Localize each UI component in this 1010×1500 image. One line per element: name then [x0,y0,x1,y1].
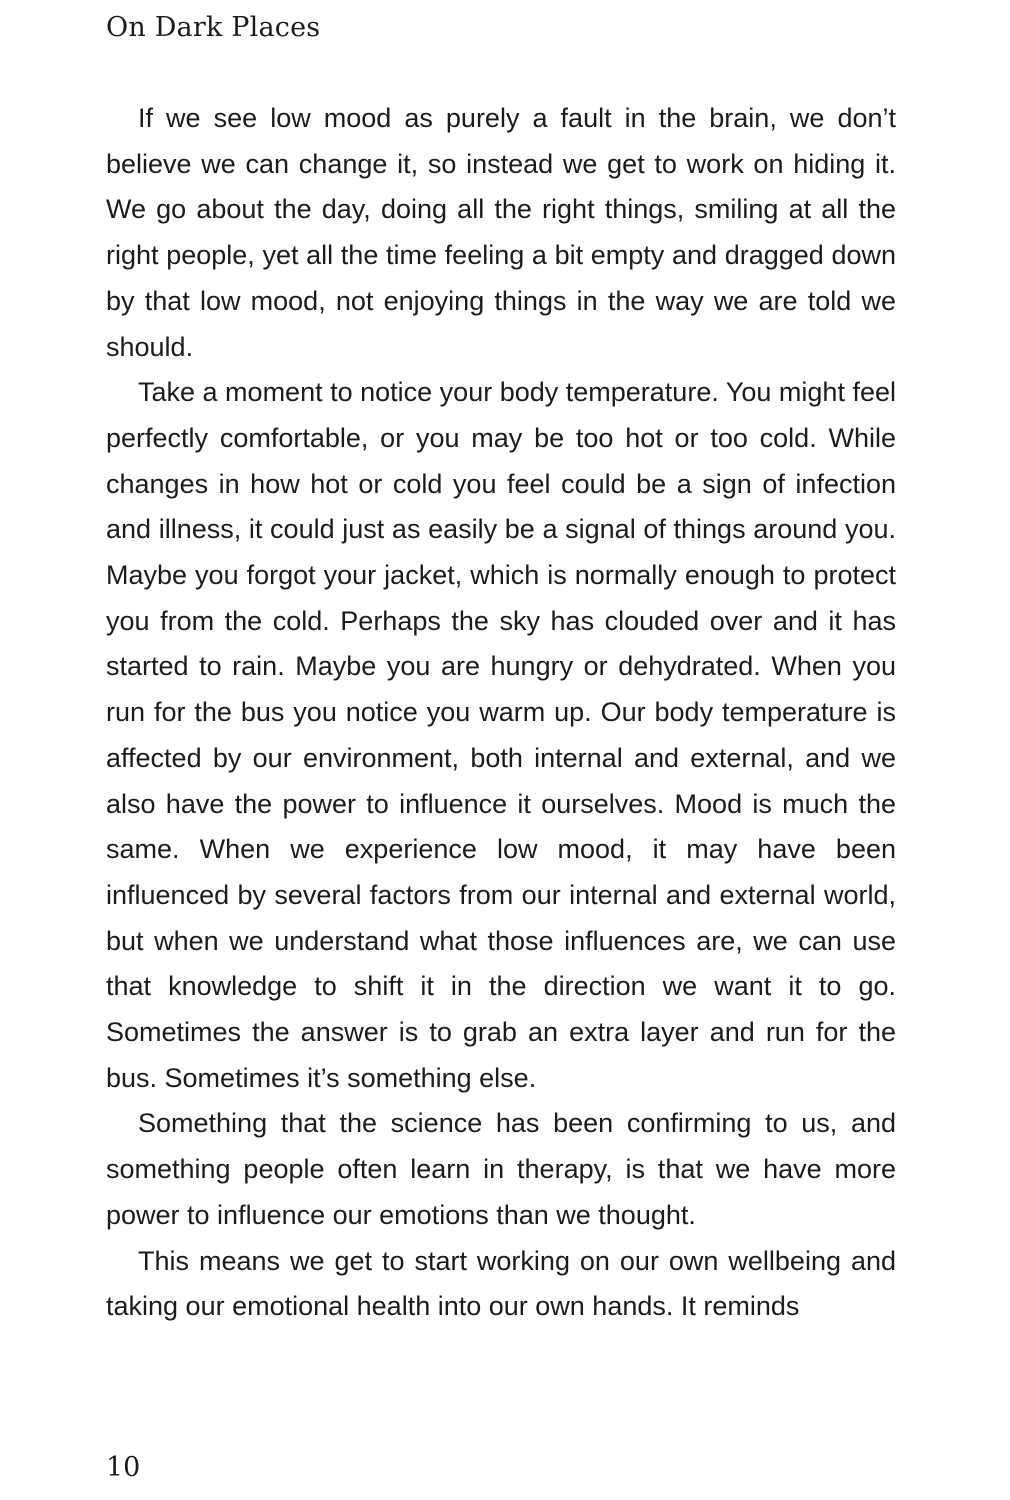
paragraph: If we see low mood as purely a fault in the brain, we don’t believe we can change it, so instead we get to work on hiding it. We go about the day, doing all the right things, smiling at all the right people, yet all the time feeling a bit empty and dragged down by that low mood, not enjoying things in the way we are told we should. [106,103,896,362]
paragraph: Take a moment to notice your body temperature. You might feel perfectly comfortable, or you may be too hot or too cold. While changes in how hot or cold you feel could be a sign of infection and illness, it could just as easily be a signal of things around you. Maybe you forgot your jacket, which is normally enough to protect you from the cold. Perhaps the sky has clouded over and it has started to rain. Maybe you are hungry or dehydrated. When you run for the bus you notice you warm up. Our body temperature is affected by our environment, both internal and external, and we also have the power to influence it ourselves. Mood is much the same. When we experience low mood, it may have been influenced by several factors from our internal and external world, but when we understand what those influences are, we can use that knowledge to shift it in the direction we want it to go. Sometimes the answer is to grab an extra layer and run for the bus. Sometimes it’s something else. [106,377,896,1093]
running-head: On Dark Places [106,12,321,43]
page-number: 10 [106,1452,141,1483]
paragraph: Something that the science has been confirming to us, and something people often learn in therapy, is that we have more power to influence our emotions than we thought. [106,1108,896,1230]
paragraph: This means we get to start working on our own wellbeing and taking our emotional health into our own hands. It reminds [106,1245,896,1322]
body-text [106,96,896,1330]
